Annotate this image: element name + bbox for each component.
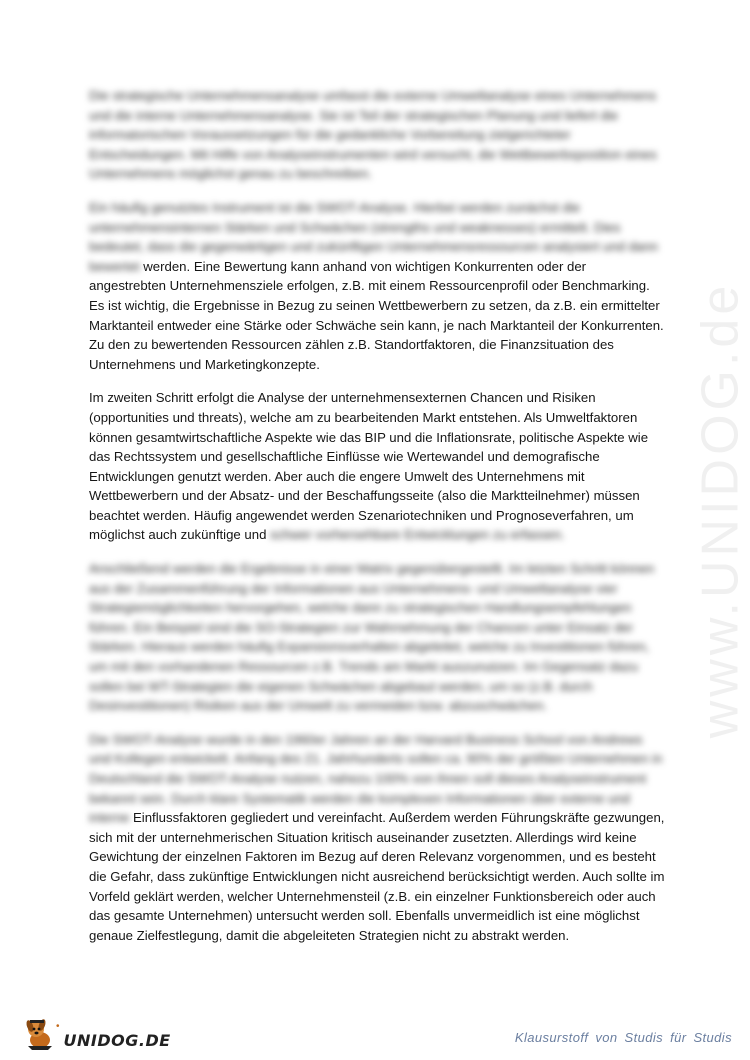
dog-mascot-icon — [22, 1016, 58, 1052]
watermark-text: www.UNIDOG.de — [691, 281, 749, 739]
paragraph-4: Anschließend werden die Ergebnisse in einer Matrix gegenübergestellt. Im letzten Schritt können aus der Zusammenführung der Informationen aus Unternehmens- und Umweltanalyse vier Strategiemöglichkeiten hervorgehen, welche dann zu strategischen Handlungsempfehlungen führen. Ein Beispiel sind die SO-Strategien zur Wahrnehmung der Chancen unter Einsatz der Stärken. Hieraus werden häufig Expansionsverhalten abgeleitet, welche zu Investitionen führen, um mit den vorhandenen Ressourcen z.B. Trends am Markt auszunutzen. Im Gegensatz dazu sollen bei WT-Strategien die eigenen Schwächen abgebaut werden, um so (z.B. durch Desinvestitionen) Risiken aus der Umwelt zu vermeiden bzw. abzuschwächen. — [89, 561, 655, 714]
unidog-logo[interactable] — [22, 1014, 171, 1054]
paragraph-5-blurred: Die SWOT-Analyse wurde in den 1960er Jahren an der Harvard Business School von Andrews und Kollegen entwickelt. Anfang des 21. Jahrhunderts sollen ca. 90% der größten Unternehmen in Deutschland die SWOT-Analyse nutzen, nahezu 100% von ihnen soll dieses Analyseinstrument bekannt sein. Durch klare Systematik werden die komplexen Informationen über externe und interne — [89, 731, 663, 826]
document-body — [89, 86, 665, 959]
paw-icon: • — [56, 1020, 60, 1032]
paragraph-1: Die strategische Unternehmensanalyse umfasst die externe Umweltanalyse eines Unternehmens und die interne Unternehmensanalyse. Sie ist Teil der strategischen Planung und liefert die informatorischen Voraussetzungen für die gedankliche Vorbereitung zielgerichteter Entscheidungen. Mit Hilfe von Analyseinstrumenten wird versucht, die Wettbewerbsposition eines Unternehmens möglichst genau zu beschreiben. — [89, 88, 657, 182]
logo-text: UNIDOG.DE — [63, 1030, 171, 1050]
paragraph-5 — [89, 730, 665, 946]
paragraph-2-visible: werden. Eine Bewertung kann anhand von wichtigen Konkurrenten oder der angestrebten Unternehmensziele erfolgen, z.B. mit einem Ressourcenprofil oder Benchmarking. Es ist wichtig, die Ergebnisse in Bezug zu seinen Wettbewerbern zu setzen, da z.B. ein ermittelter Marktanteil entweder eine Stärke oder Schwäche sein kann, je nach Marktanteil der Konkurrenten. Zu den zu bewertenden Ressourcen zählen z.B. Standortfaktoren, die Finanzsituation des Unternehmens und Marketingkonzepte. — [89, 258, 664, 372]
paragraph-5-visible: Einflussfaktoren gegliedert und vereinfacht. Außerdem werden Führungskräfte gezwungen, sich mit der unternehmerischen Situation kritisch auseinander zusetzten. Allerdings wird keine Gewichtung der einzelnen Faktoren im Bezug auf deren Relevanz vorgenommen, und es besteht die Gefahr, dass zukünftige Entwicklungen nicht ausreichend berücksichtigt werden. Auch sollte im Vorfeld geklärt werden, welcher Unternehmensteil (z.B. ein einzelner Funktionsbereich oder auch das gesamte Unternehmen) untersucht werden soll. Ebenfalls unvermeidlich ist eine möglichst genaue Zielfestlegung, damit die abgeleiteten Strategien nicht zu abstrakt werden. — [89, 810, 665, 943]
paragraph-3 — [89, 388, 665, 545]
paragraph-3-blurred: schwer vorhersehbare Entwicklungen zu erfassen. — [270, 527, 565, 543]
watermark — [690, 280, 750, 740]
footer-tagline: Klausurstoff von Studis für Studis — [514, 1030, 732, 1045]
paragraph-2 — [89, 198, 665, 374]
paragraph-2-blurred: Ein häufig genutztes Instrument ist die SWOT-Analyse. Hierbei werden zunächst die unternehmensinternen Stärken und Schwächen (strengths und weaknesses) ermittelt. Dies bedeutet, dass die gegenwärtigen und zukünftigen Unternehmensressourcen analysiert und dann bewertet — [89, 199, 658, 274]
paragraph-3-visible: Im zweiten Schritt erfolgt die Analyse der unternehmensexternen Chancen und Risiken (opportunities und threats), welche am zu bearbeitenden Markt entstehen. Als Umweltfaktoren können gesamtwirtschaftliche Aspekte wie das BIP und die Inflationsrate, politische Aspekte wie das Rechtssystem und gesellschaftliche Einflüsse wie Wertewandel und demografische Entwicklungen genutzt werden. Aber auch die engere Umwelt des Unternehmens mit Wettbewerbern und der Absatz- und der Beschaffungsseite (also die Marktteilnehmer) müssen beachtet werden. Häufig angewendet werden Szenariotechniken und Prognoseverfahren, um möglichst auch zukünftige und — [89, 390, 649, 543]
